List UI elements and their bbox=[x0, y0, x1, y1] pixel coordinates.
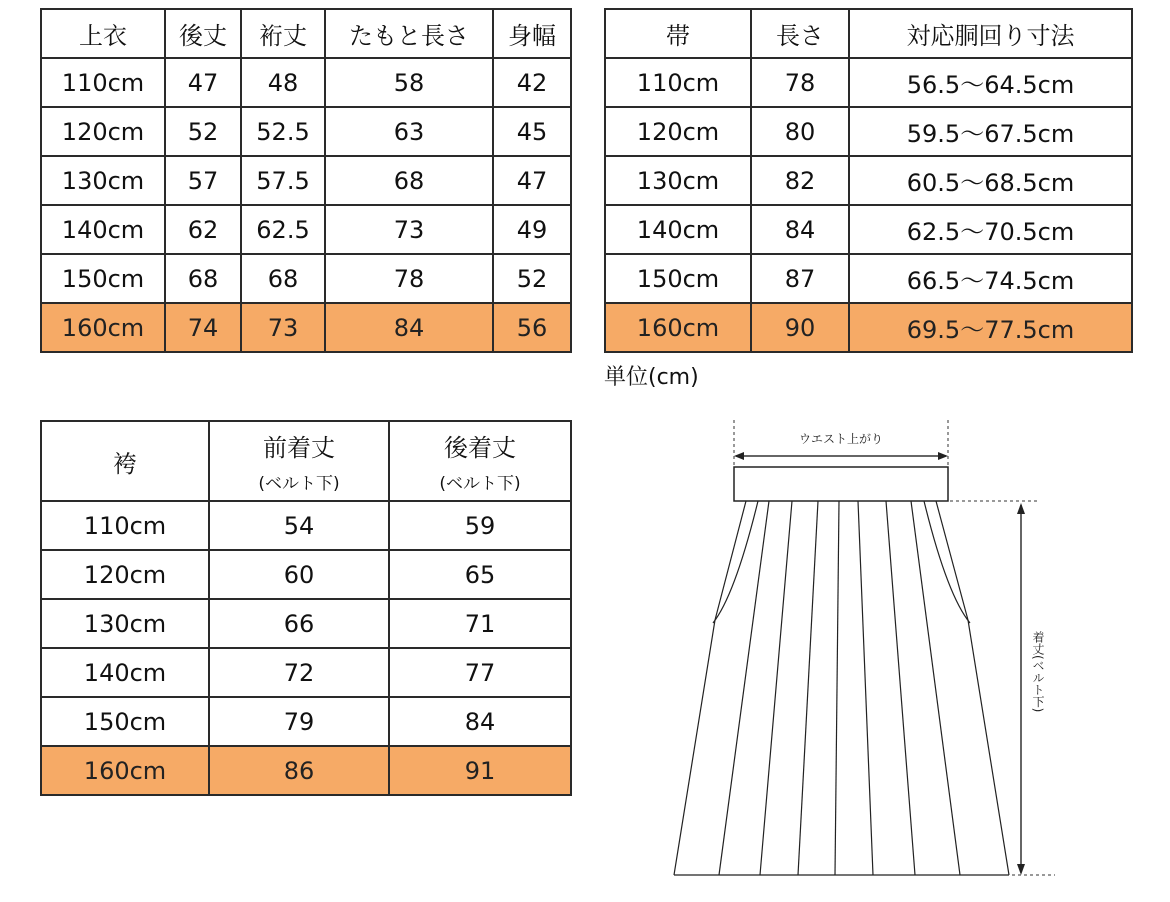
table-cell: 56 bbox=[493, 303, 571, 352]
table-cell: 74 bbox=[165, 303, 241, 352]
size-cell: 150cm bbox=[605, 254, 751, 303]
pleat-line bbox=[886, 501, 915, 875]
size-cell: 120cm bbox=[41, 550, 209, 599]
pleat-line bbox=[835, 501, 839, 875]
header-cell bbox=[209, 421, 389, 501]
table-row bbox=[41, 107, 571, 156]
table-cell: 72 bbox=[209, 648, 389, 697]
highlighted-row bbox=[605, 303, 1132, 352]
table-row bbox=[41, 648, 571, 697]
table-cell: 68 bbox=[325, 156, 493, 205]
size-cell: 110cm bbox=[605, 58, 751, 107]
table-cell: 65 bbox=[389, 550, 571, 599]
table-cell: 69.5〜77.5cm bbox=[849, 303, 1132, 352]
table-row bbox=[605, 58, 1132, 107]
waist-arrow-left bbox=[734, 452, 744, 460]
header-cell: 上衣 bbox=[41, 9, 165, 58]
header-cell: 長さ bbox=[751, 9, 849, 58]
right-side-opening bbox=[924, 501, 970, 623]
table-cell: 84 bbox=[751, 205, 849, 254]
waist-arrow-right bbox=[938, 452, 948, 460]
size-cell: 120cm bbox=[41, 107, 165, 156]
table-cell: 52 bbox=[493, 254, 571, 303]
table-cell: 90 bbox=[751, 303, 849, 352]
size-cell: 130cm bbox=[41, 156, 165, 205]
table-row bbox=[605, 205, 1132, 254]
hakama-outline-right-lower bbox=[968, 620, 1009, 875]
table-cell: 82 bbox=[751, 156, 849, 205]
table-cell: 56.5〜64.5cm bbox=[849, 58, 1132, 107]
obi-size-table bbox=[604, 8, 1133, 353]
waist-label: ウエスト上がり bbox=[798, 432, 884, 446]
table-cell: 52 bbox=[165, 107, 241, 156]
size-cell: 130cm bbox=[41, 599, 209, 648]
table-cell: 78 bbox=[325, 254, 493, 303]
header-cell: 身幅 bbox=[493, 9, 571, 58]
unit-label: 単位(cm) bbox=[604, 365, 699, 390]
table-header-row bbox=[605, 9, 1132, 58]
header-title: 後着丈 bbox=[444, 434, 516, 462]
length-arrow-top bbox=[1017, 503, 1025, 514]
table-cell: 68 bbox=[165, 254, 241, 303]
header-title: 前着丈 bbox=[263, 434, 335, 462]
table-cell: 87 bbox=[751, 254, 849, 303]
table-row bbox=[41, 550, 571, 599]
size-cell: 140cm bbox=[41, 205, 165, 254]
table-row bbox=[605, 107, 1132, 156]
size-cell: 110cm bbox=[41, 58, 165, 107]
table-cell: 73 bbox=[325, 205, 493, 254]
size-cell: 140cm bbox=[605, 205, 751, 254]
table-row bbox=[41, 205, 571, 254]
table-cell: 91 bbox=[389, 746, 571, 795]
header-cell: 後丈 bbox=[165, 9, 241, 58]
table-cell: 47 bbox=[493, 156, 571, 205]
waist-band bbox=[734, 467, 948, 501]
table-cell: 47 bbox=[165, 58, 241, 107]
table-row bbox=[41, 599, 571, 648]
header-subtitle: (ベルト下) bbox=[258, 474, 340, 494]
header-cell: 帯 bbox=[605, 9, 751, 58]
size-cell: 140cm bbox=[41, 648, 209, 697]
table-row bbox=[605, 254, 1132, 303]
table-cell: 80 bbox=[751, 107, 849, 156]
table-cell: 62.5〜70.5cm bbox=[849, 205, 1132, 254]
table-row bbox=[605, 156, 1132, 205]
header-cell: 対応胴回り寸法 bbox=[849, 9, 1132, 58]
table-cell: 58 bbox=[325, 58, 493, 107]
table-cell: 42 bbox=[493, 58, 571, 107]
length-arrow-bottom bbox=[1017, 864, 1025, 875]
pleat-line bbox=[760, 501, 792, 875]
table-cell: 66.5〜74.5cm bbox=[849, 254, 1132, 303]
table-row bbox=[41, 697, 571, 746]
header-title: 袴 bbox=[113, 449, 137, 478]
table-cell: 60 bbox=[209, 550, 389, 599]
hakama-body bbox=[674, 501, 1009, 875]
size-cell: 120cm bbox=[605, 107, 751, 156]
size-cell: 160cm bbox=[41, 303, 165, 352]
table-cell: 57.5 bbox=[241, 156, 325, 205]
table-cell: 60.5〜68.5cm bbox=[849, 156, 1132, 205]
pleat-line bbox=[858, 501, 873, 875]
table-header-row bbox=[41, 421, 571, 501]
highlighted-row bbox=[41, 303, 571, 352]
table-cell: 57 bbox=[165, 156, 241, 205]
table-cell: 79 bbox=[209, 697, 389, 746]
header-cell bbox=[41, 421, 209, 501]
table-cell: 66 bbox=[209, 599, 389, 648]
table-cell: 68 bbox=[241, 254, 325, 303]
table-cell: 73 bbox=[241, 303, 325, 352]
table-cell: 59.5〜67.5cm bbox=[849, 107, 1132, 156]
table-cell: 48 bbox=[241, 58, 325, 107]
header-cell: たもと長さ bbox=[325, 9, 493, 58]
size-cell: 160cm bbox=[41, 746, 209, 795]
table-cell: 49 bbox=[493, 205, 571, 254]
table-cell: 86 bbox=[209, 746, 389, 795]
table-cell: 59 bbox=[389, 501, 571, 550]
table-cell: 71 bbox=[389, 599, 571, 648]
size-cell: 130cm bbox=[605, 156, 751, 205]
hakama-diagram bbox=[640, 405, 1070, 895]
table-row bbox=[41, 156, 571, 205]
jacket-size-table bbox=[40, 8, 572, 353]
pleat-line bbox=[798, 501, 818, 875]
table-cell: 84 bbox=[325, 303, 493, 352]
table-cell: 77 bbox=[389, 648, 571, 697]
table-cell: 62 bbox=[165, 205, 241, 254]
left-side-opening bbox=[713, 501, 758, 623]
table-cell: 63 bbox=[325, 107, 493, 156]
table-cell: 54 bbox=[209, 501, 389, 550]
header-cell: 裄丈 bbox=[241, 9, 325, 58]
pleat-line bbox=[719, 501, 769, 875]
table-cell: 78 bbox=[751, 58, 849, 107]
size-cell: 110cm bbox=[41, 501, 209, 550]
table-cell: 45 bbox=[493, 107, 571, 156]
size-cell: 160cm bbox=[605, 303, 751, 352]
table-row bbox=[41, 501, 571, 550]
highlighted-row bbox=[41, 746, 571, 795]
size-cell: 150cm bbox=[41, 697, 209, 746]
hakama-size-table bbox=[40, 420, 572, 796]
table-cell: 62.5 bbox=[241, 205, 325, 254]
table-cell: 84 bbox=[389, 697, 571, 746]
size-cell: 150cm bbox=[41, 254, 165, 303]
table-header-row bbox=[41, 9, 571, 58]
header-subtitle: (ベルト下) bbox=[439, 474, 521, 494]
table-row bbox=[41, 58, 571, 107]
pleat-line bbox=[911, 501, 960, 875]
hakama-outline-left-lower bbox=[674, 620, 715, 875]
length-label: 着丈(ベルト下) bbox=[1031, 631, 1045, 713]
header-cell bbox=[389, 421, 571, 501]
table-row bbox=[41, 254, 571, 303]
table-cell: 52.5 bbox=[241, 107, 325, 156]
